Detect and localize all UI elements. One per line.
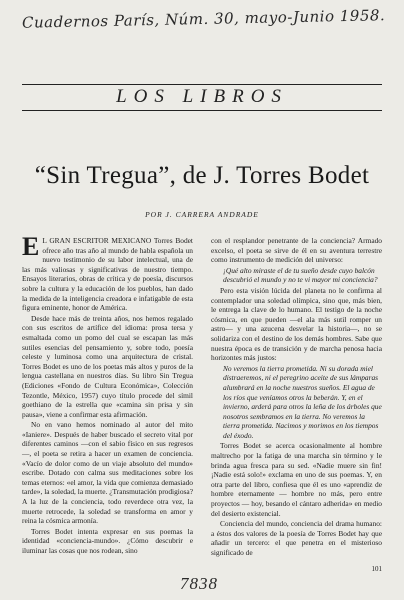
paragraph: Torres Bodet se acerca ocasionalmente al hombre maltrecho por la fatiga de una marcha sin término y le brinda agua fresca para su sed. «Nadie muere sin fin! ¡Nadie está solo!» exclama en uno de sus poemas. Y, en otra parte del libro, confiesa que él es uno «aprendiz de hombre eternamente — hombre no más, pero entre proyectos — hoy, besando el cántaro adherida» en medio del desierto existencial. (211, 441, 382, 518)
paragraph: Conciencia del mundo, conciencia del drama humano: a éstos dos valores de la poesía de Torres Bodet hay que añadir un tercero: el que penetra en el misterioso significado de (211, 519, 382, 557)
article-title: “Sin Tregua”, de J. Torres Bodet (34, 162, 370, 189)
handwritten-catalog-number: 7838 (180, 574, 218, 593)
page-number: 101 (371, 565, 382, 573)
paragraph: Torres Bodet intenta expresar en sus poemas la identidad «conciencia-mundo». ¿Cómo descubrir e iluminar las cosas que nos rodean, sino (22, 526, 193, 555)
byline: POR J. CARRERA ANDRADE (145, 210, 259, 219)
paragraph: No en vano hemos nominado al autor del mito «Ianiere». Después de haber buscado el secreto vital por diferentes caminos —con el sabio físico en sus regresos—, el poeta se retira a hacer un examen de conciencia. «Vacío de dolor como de un viaje absoluto del mundo» escribe. Dotado con calma sus meditaciones sobre los temas eternos: «el amor, la vida que comienza demasiado tarde», la soledad, la muerte. ¿Transmutación prodigiosa? A la luz de la conciencia, todo reverdece otra vez, la muerte retrocede, la soledad se transforma en amor y reina la cósmica armonía. (22, 420, 193, 526)
verse-quote: ¡Qué alto miraste el de tu sueño desde cuyo balcón descubrió el mundo y no te vi mayor mi conciencia? (223, 265, 378, 285)
paragraph: con el resplandor penetrante de la conciencia? Armado excelso, el poeta se sirve de él en su aventura terrestre como instrumento de medición del universo: (211, 236, 382, 265)
section-rule-bottom (22, 110, 382, 111)
paragraph: E L GRAN ESCRITOR MEXICANO Torres Bodet ofrece año tras año al mundo de habla española un nuevo testimonio de su labor intelectual, una de las más valiosas y significativas de nuestro tiempo. Ensayos literarios, obras de crítica y de poesía, discursos sobre la cultura y la educación de los pueblos, han dado la medida de la inteligencia creadora e infatigable de esta figura eminente, honor de América. (22, 232, 193, 313)
section-title: LOS LIBROS (116, 86, 288, 107)
handwritten-note: Cuadernos París, Núm. 30, mayo-Junio 1958. (21, 6, 386, 32)
paragraph: Desde hace más de treinta años, nos hemos regalado con sus escritos de artífice del idioma: prosa tersa y esmaltada como un pomo del cual se escapan las más sutiles esencias del pensamiento y, sobre todo, poesía celeste y luminosa como una arquitectura de cristal. Torres Bodet es uno de los poetas más altos y puros de la lengua castellana en nuestros días. Su libro Sin Tregua (Ediciones «Fondo de Cultura Económica», Colección Tezontle, México, 1957) cuyo título procede del símil goethiano de la estrella que «camina sin prisa y sin pausa», viene a confirmar esta afirmación. (22, 313, 193, 419)
paragraph: Pero esta visión lúcida del planeta no le confirma al contemplador una soledad olímpica, sino que, más bien, le entrega la clave de lo humano. El testigo de la noche cósmica, en que pueden —el ala más sutil romper un astro— y una azucena desvelar la historia—, no se solidariza con el destino de los demás hombres. Sabe que nuestra época es de transición y de marcha penosa hacia horizontes más justos: (211, 285, 382, 363)
column-right (211, 236, 382, 559)
column-left (22, 232, 193, 557)
drop-cap: E (22, 232, 40, 261)
section-header (22, 72, 382, 118)
verse-quote: No veremos la tierra prometida. Ni su dorada miel distraeremos, ni el peregrino aceite de sus lámparas alumbrará en la noche nuestros sueños. El agua de los ríos que veníamos otros la beberán. Y, en el invierno, arderá para otros la leña de los árboles que nosotros sembramos en la tierra. No veremos la tierra prometida. Nacimos y morimos en los tiempos del éxodo. (223, 363, 382, 440)
section-rule-top (22, 84, 382, 85)
